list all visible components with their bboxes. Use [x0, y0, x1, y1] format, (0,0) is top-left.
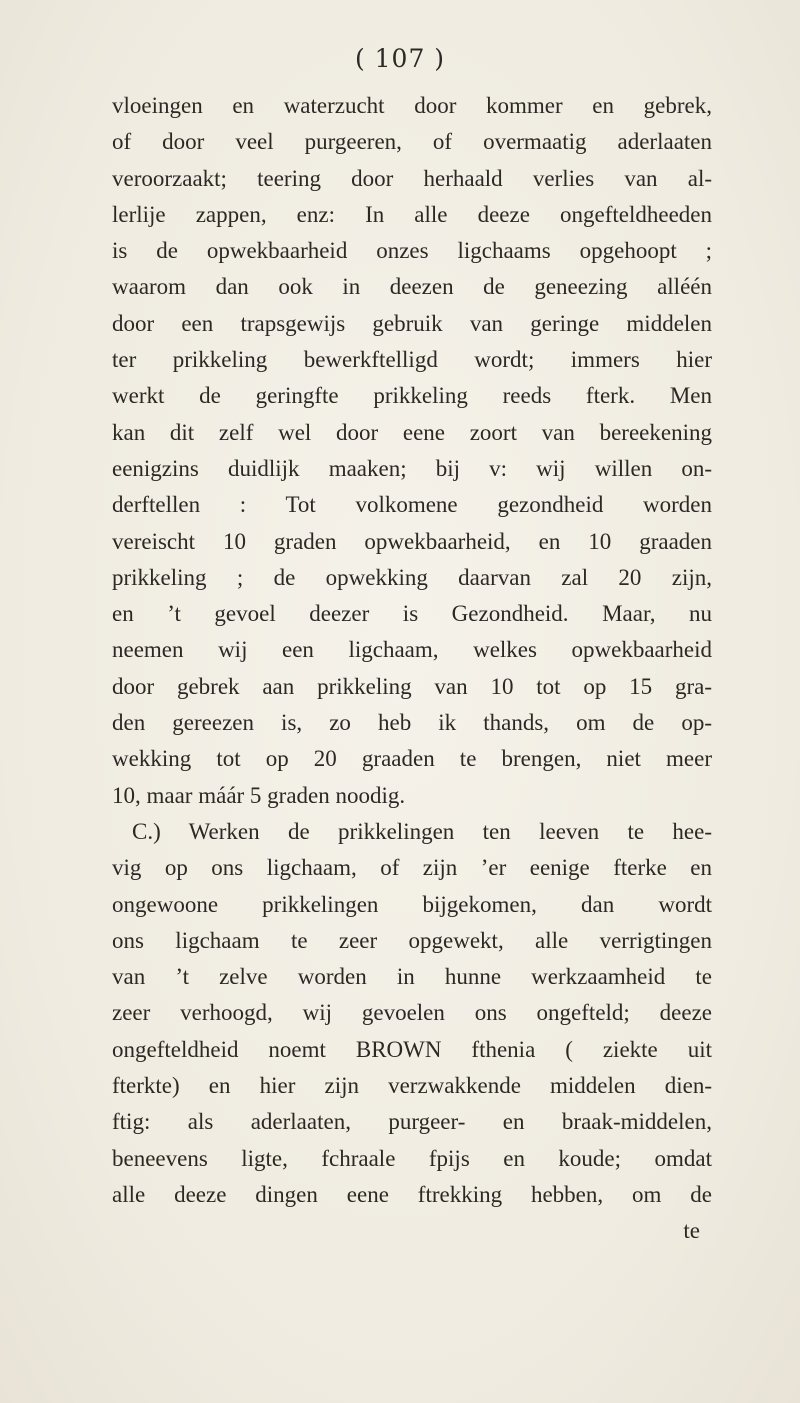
text-line: of door veel purgeeren, of overmaatig aderlaaten — [112, 129, 712, 155]
text-line: den gereezen is, zo heb ik thands, om de op- — [112, 710, 712, 736]
text-line: prikkeling ; de opwekking daarvan zal 20 zijn, — [112, 564, 712, 590]
text-line: eenigzins duidlijk maaken; bij v: wij willen on- — [112, 455, 712, 481]
text-line: waarom dan ook in deezen de geneezing alléén — [112, 274, 712, 300]
text-line: en ’t gevoel deezer is Gezondheid. Maar, nu — [112, 601, 712, 627]
text-line: van ’t zelve worden in hunne werkzaamheid te — [112, 964, 712, 990]
text-line: ongefteldheid noemt BROWN fthenia ( ziekte uit — [112, 1036, 712, 1062]
text-line: lerlije zappen, enz: In alle deeze ongefteldheeden — [112, 201, 712, 227]
text-line: C.) Werken de prikkelingen ten leeven te hee- — [132, 818, 712, 844]
text-line: beneevens ligte, fchraale fpijs en koude; omdat — [112, 1145, 712, 1171]
text-line: neemen wij een ligchaam, welkes opwekbaarheid — [112, 637, 712, 663]
text-line: vereischt 10 graden opwekbaarheid, en 10 graaden — [112, 528, 712, 554]
text-line: alle deeze dingen eene ftrekking hebben, om de — [112, 1181, 712, 1207]
catchword: te — [683, 1218, 700, 1244]
text-line: vig op ons ligchaam, of zijn ’er eenige fterke en — [112, 855, 712, 881]
text-line: ons ligchaam te zeer opgewekt, alle verrigtingen — [112, 927, 712, 953]
text-line: ter prikkeling bewerkftelligd wordt; immers hier — [112, 347, 712, 373]
page-number: ( 107 ) — [354, 44, 446, 73]
text-line: zeer verhoogd, wij gevoelen ons ongefteld; deeze — [112, 1000, 712, 1026]
text-line: door een trapsgewijs gebruik van geringe middelen — [112, 310, 712, 336]
text-line: werkt de geringfte prikkeling reeds fterk. Men — [112, 383, 712, 409]
text-line: veroorzaakt; teering door herhaald verlies van al- — [112, 165, 712, 191]
text-line: door gebrek aan prikkeling van 10 tot op 15 gra- — [112, 673, 712, 699]
text-line: vloeingen en waterzucht door kommer en gebrek, — [112, 93, 712, 118]
text-line: ftig: als aderlaaten, purgeer- en braak-middelen, — [112, 1109, 712, 1135]
text-line: is de opwekbaarheid onzes ligchaams opgehoopt ; — [112, 238, 712, 264]
text-line: kan dit zelf wel door eene zoort van bereekening — [112, 419, 712, 445]
text-line: derftellen : Tot volkomene gezondheid worden — [112, 492, 712, 518]
text-line: wekking tot op 20 graaden te brengen, niet meer — [112, 746, 712, 772]
text-line: fterkte) en hier zijn verzwakkende middelen dien- — [112, 1073, 712, 1099]
text-line: 10, maar máár 5 graden noodig. — [112, 782, 406, 808]
text-line: ongewoone prikkelingen bijgekomen, dan wordt — [112, 891, 712, 917]
body-text — [112, 88, 712, 1250]
